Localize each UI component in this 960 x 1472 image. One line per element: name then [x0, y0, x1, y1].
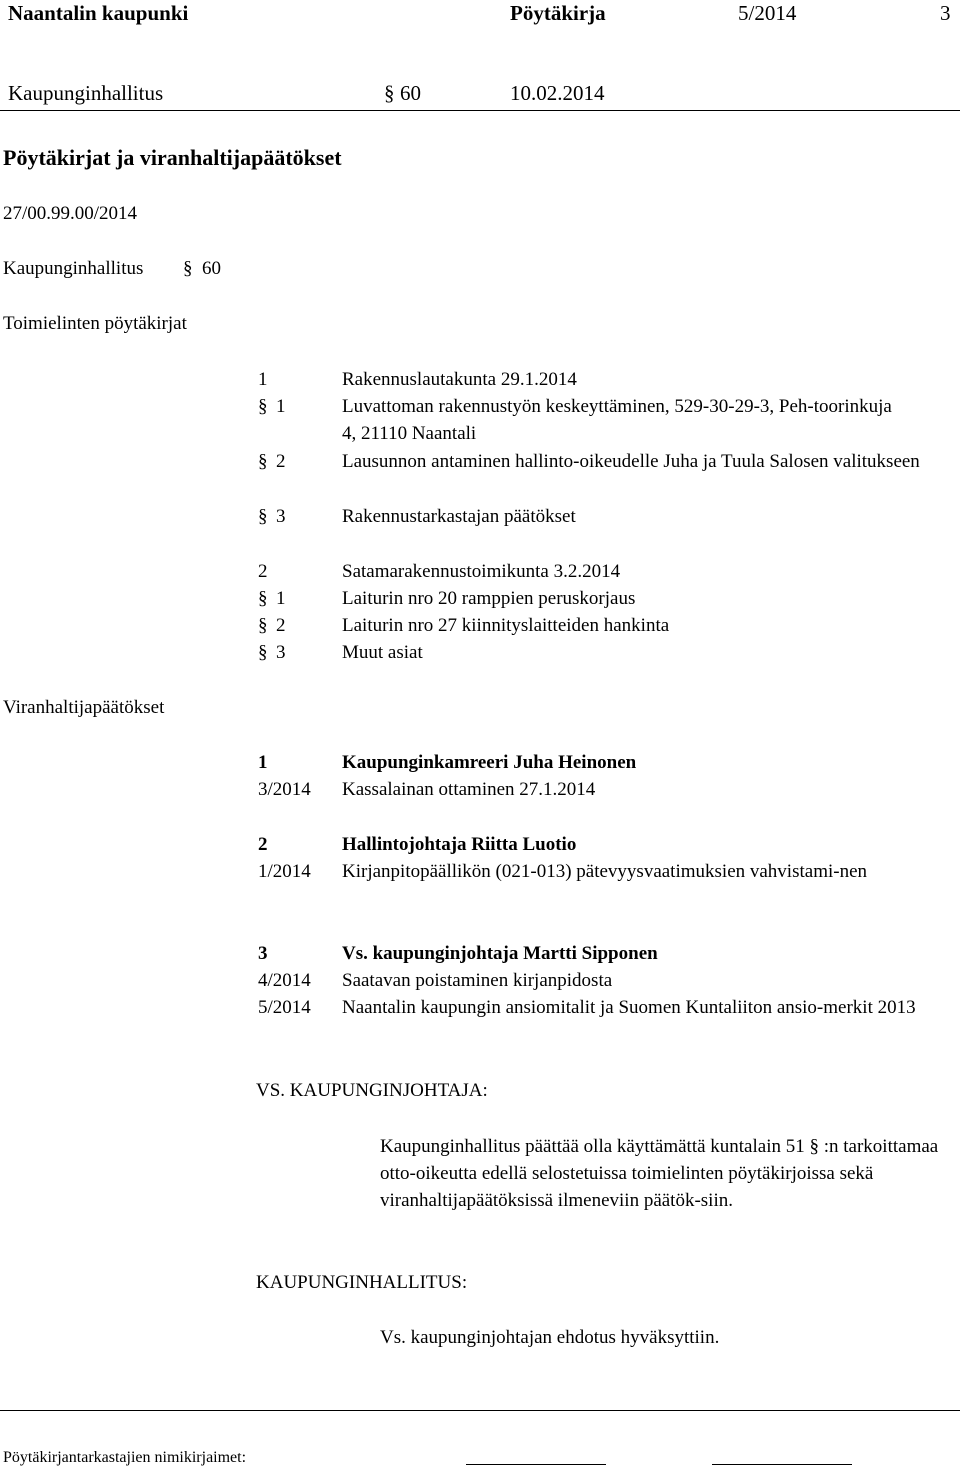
decision-number: 4/2014 [258, 970, 311, 991]
page-number: 3 [940, 1, 951, 25]
proposal-heading: VS. KAUPUNGINJOHTAJA: [256, 1080, 488, 1101]
header-rule [0, 110, 960, 111]
item-text: Laiturin nro 20 ramppien peruskorjaus [342, 588, 636, 609]
section-symbol: § [258, 615, 268, 636]
decision-text: Kirjanpitopäällikön (021-013) pätevyysvaatimuksien vahvistami-nen [342, 861, 868, 882]
signature-line [466, 1464, 606, 1465]
city-name: Naantalin kaupunki [8, 1, 189, 25]
minutes-number: 2 [258, 561, 268, 582]
proposal-text: Kaupunginhallitus päättää olla käyttämättä kuntalain 51 § :n tarkoittamaa otto-oikeutta edellä selostetuissa toimielinten pöytäkirjoissa sekä viranhaltijapäätöksissä ilmeneviin päätök-siin. [380, 1136, 939, 1211]
item-number: 3 [276, 506, 286, 527]
item-number: 1 [276, 588, 286, 609]
footer-label: Pöytäkirjantarkastajien nimikirjaimet: [3, 1449, 247, 1466]
item-number: 3 [276, 642, 286, 663]
minutes-heading: Toimielinten pöytäkirjat [3, 313, 187, 334]
document-type: Pöytäkirja [510, 1, 606, 25]
decision-number: 1/2014 [258, 861, 311, 882]
item-text: Lausunnon antaminen hallinto-oikeudelle Juha ja Tuula Salosen valitukseen [342, 451, 920, 472]
document-number: 5/2014 [738, 1, 797, 25]
decision-number: 3/2014 [258, 779, 311, 800]
item-text: Muut asiat [342, 642, 423, 663]
minutes-title: Satamarakennustoimikunta 3.2.2014 [342, 561, 621, 582]
footer-rule [0, 1410, 960, 1411]
reference-body: Kaupunginhallitus [3, 258, 144, 279]
decision-text: Kassalainan ottaminen 27.1.2014 [342, 779, 596, 800]
item-text: Luvattoman rakennustyön keskeyttäminen, 529-30-29-3, Peh-toorinkuja 4, 21110 Naantali [342, 396, 892, 444]
section-symbol: § [258, 506, 268, 527]
meeting-body: Kaupunginhallitus [8, 81, 164, 105]
section-symbol: § [258, 588, 268, 609]
minutes-number: 1 [258, 369, 268, 390]
item-number: 1 [276, 396, 286, 417]
section-symbol: § [384, 81, 395, 105]
decision-group-number: 2 [258, 834, 268, 855]
minutes-title: Rakennuslautakunta 29.1.2014 [342, 369, 577, 390]
signature-line [712, 1464, 852, 1465]
section-symbol: § [258, 451, 268, 472]
reference-section: 60 [202, 258, 221, 279]
decision-text: Naantalin kaupungin ansiomitalit ja Suomen Kuntaliiton ansio-merkit 2013 [342, 997, 916, 1018]
decisions-heading: Viranhaltijapäätökset [3, 697, 165, 718]
item-number: 2 [276, 451, 286, 472]
decision-text: Saatavan poistaminen kirjanpidosta [342, 970, 613, 991]
decision-number: 5/2014 [258, 997, 311, 1018]
section-symbol: § [258, 396, 268, 417]
item-number: 2 [276, 615, 286, 636]
decision-official: Kaupunginkamreeri Juha Heinonen [342, 752, 637, 773]
section-number: 60 [400, 81, 421, 105]
page-title: Pöytäkirjat ja viranhaltijapäätökset [3, 145, 342, 170]
decision-official: Vs. kaupunginjohtaja Martti Sipponen [342, 943, 658, 964]
item-text: Rakennustarkastajan päätökset [342, 506, 576, 527]
decision-text: Vs. kaupunginjohtajan ehdotus hyväksyttiin. [380, 1327, 720, 1348]
meeting-date: 10.02.2014 [510, 81, 605, 105]
decision-official: Hallintojohtaja Riitta Luotio [342, 834, 577, 855]
section-symbol: § [258, 642, 268, 663]
item-text: Laiturin nro 27 kiinnityslaitteiden hankinta [342, 615, 670, 636]
decision-heading: KAUPUNGINHALLITUS: [256, 1272, 468, 1293]
decision-group-number: 3 [258, 943, 268, 964]
decision-group-number: 1 [258, 752, 268, 773]
reference-section-symbol: § [183, 258, 193, 279]
record-number: 27/00.99.00/2014 [3, 203, 138, 224]
